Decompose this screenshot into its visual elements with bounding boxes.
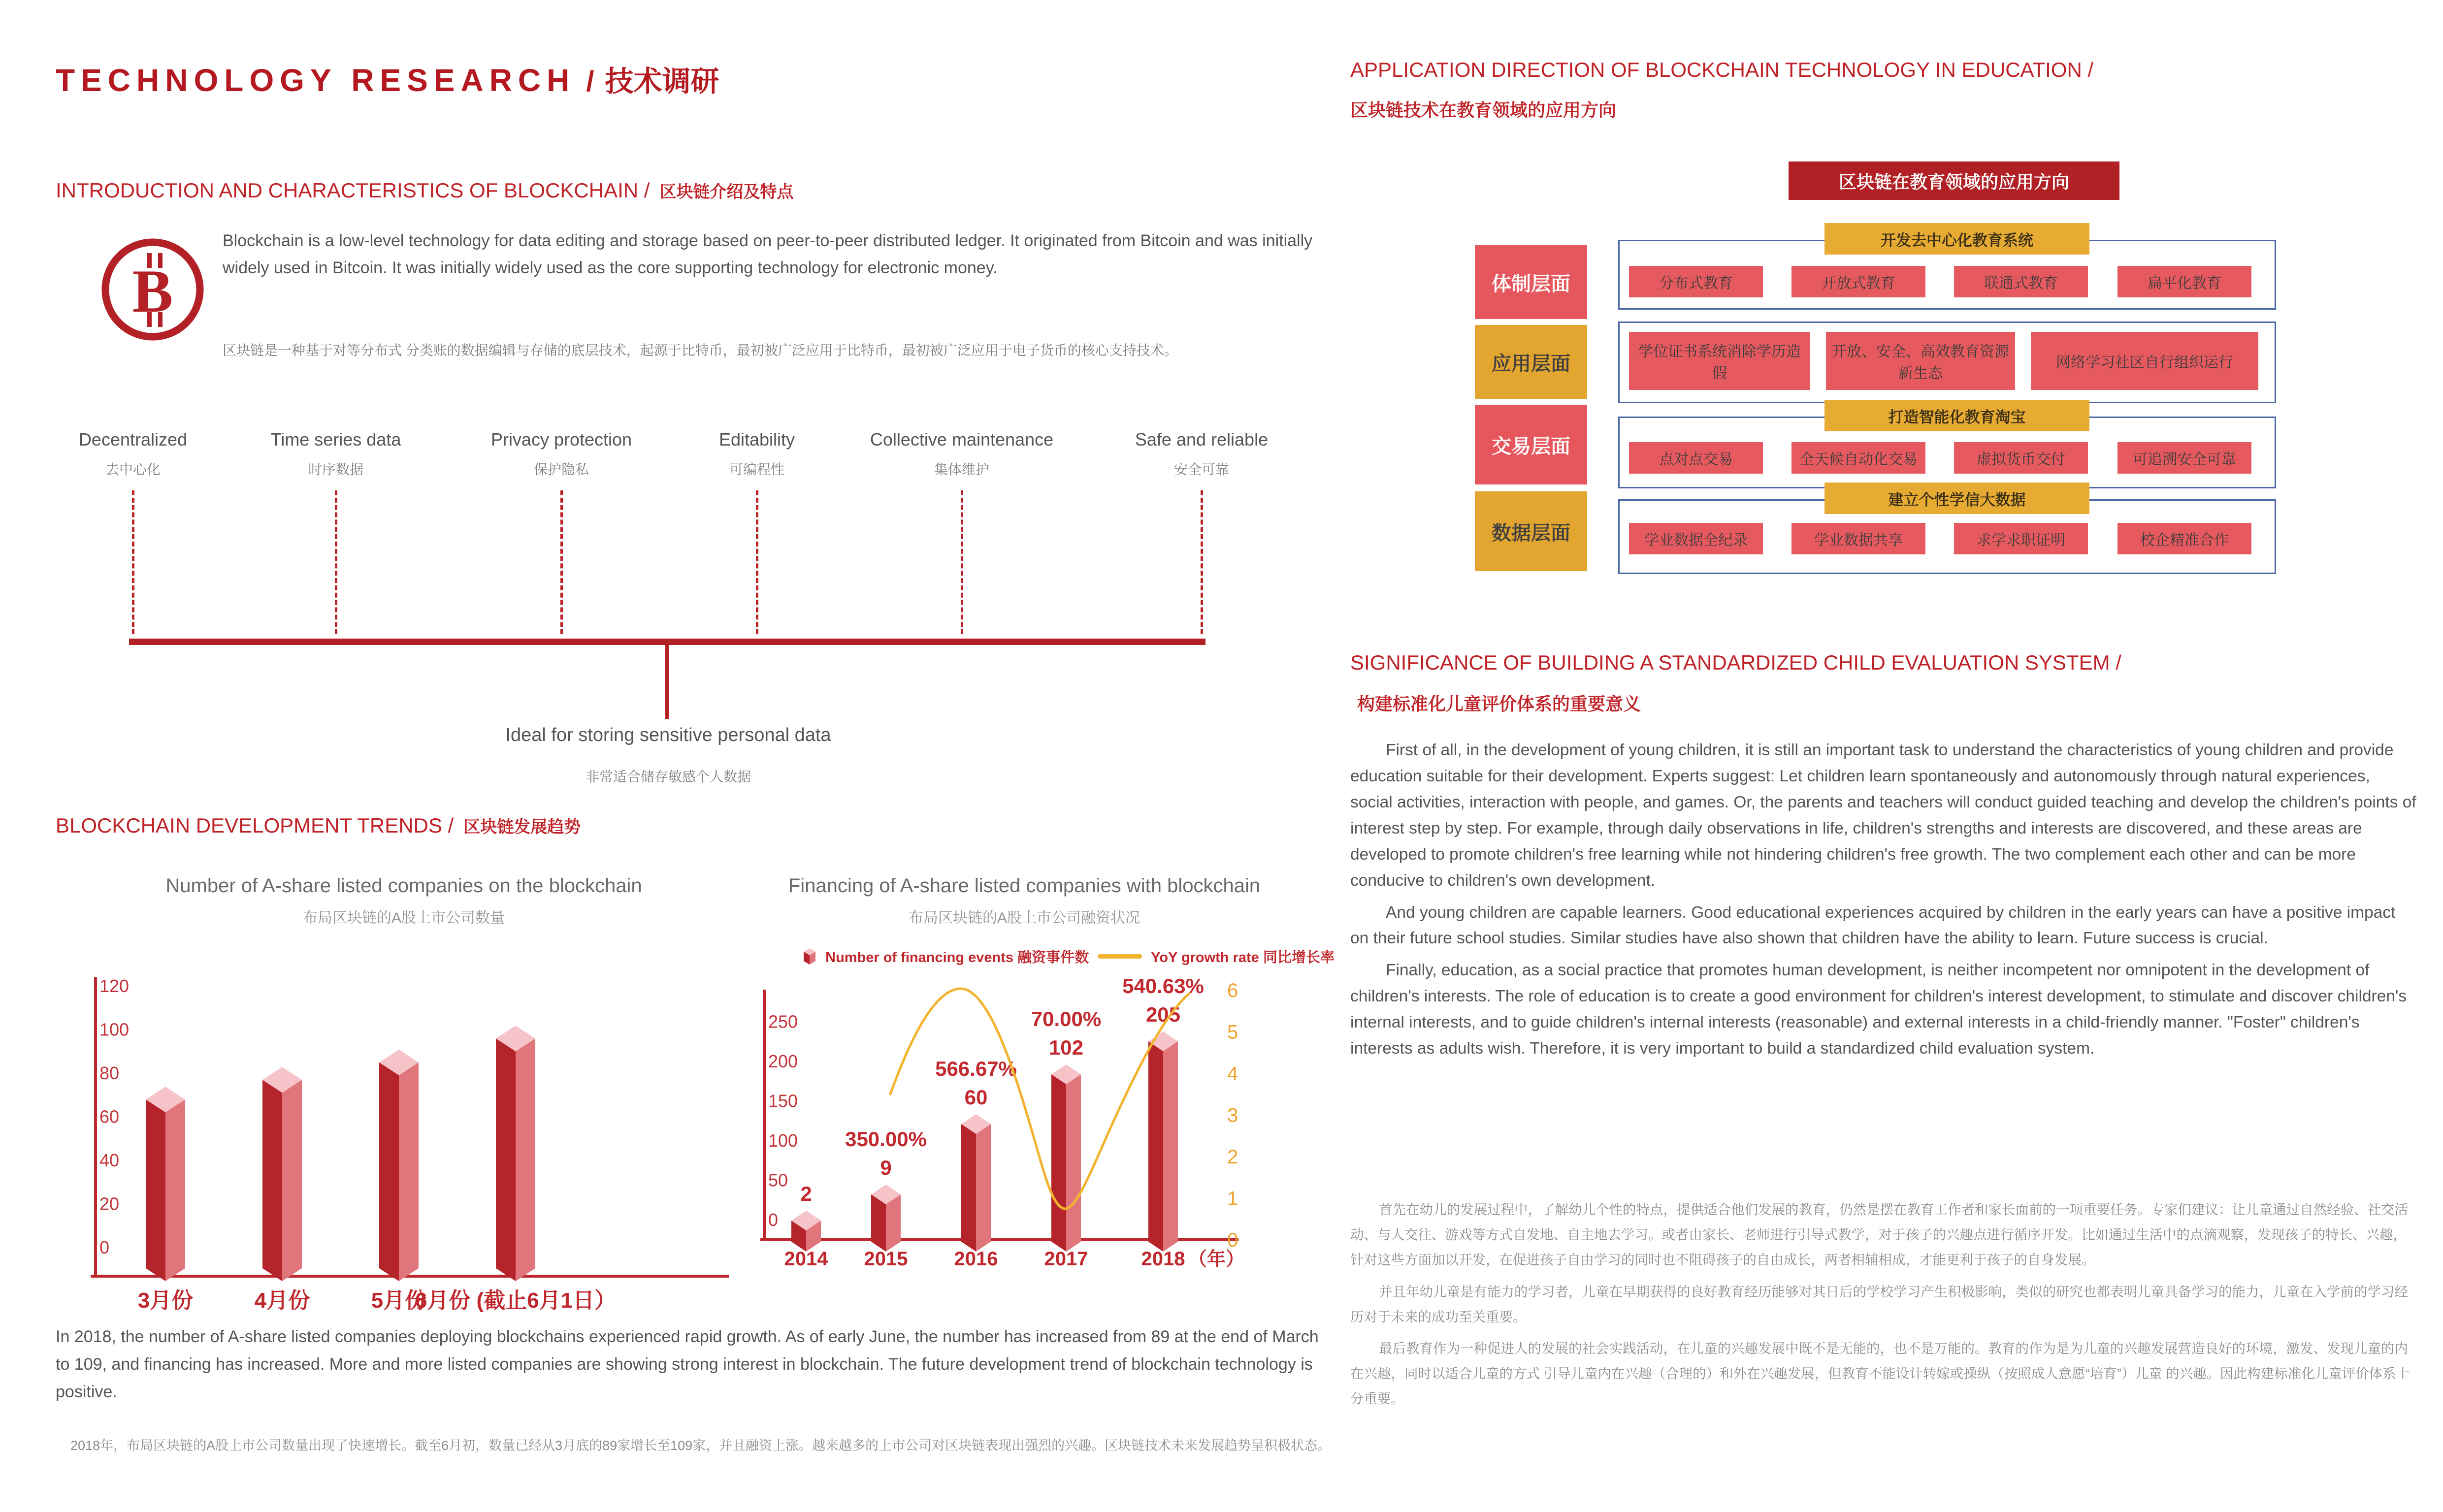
- feature-label-en: Editability: [718, 429, 795, 450]
- features-bracket-stem: [665, 645, 669, 719]
- diagram-item: 开放、安全、高效教育资源新生态: [1826, 332, 2015, 390]
- svg-text:205: 205: [1145, 1003, 1181, 1026]
- paragraph: First of all, in the development of young children, it is still an important task to understand the characteristics of young children and provide education suitable for their development. Experts suggest: Let children learn spontaneously and autonomously through natural experiences, social activities, interaction with people, and games. Or, the parents and teachers will conduct guided teaching and develop the children's points of interest step by step. For example, through daily observations in life, children's strengths and interests are discovered, and these areas are developed to promote children's free learning while not hindering children's free growth. The two complement each other and can be more conducive to children's own development.: [1350, 741, 2416, 890]
- blockchain-features-diagram: [0, 429, 1349, 735]
- svg-text:3: 3: [1227, 1104, 1238, 1126]
- trend-paragraph-zh: 2018年，布局区块链的A股上市公司数量出现了快速增长。截至6月初，数量已经从3月底的89家增长至109家，并且融资上涨。越来越多的上市公司对区块链表现出强烈的兴趣。区块链技术未来发展趋势呈积极状态。: [70, 1438, 1331, 1453]
- feature-label-zh: 去中心化: [105, 462, 161, 477]
- feature-label-en: Collective maintenance: [870, 429, 1054, 450]
- paragraph: Finally, education, as a social practice that promotes human development, is neither incompetent nor omnipotent in the development of children's interests. The role of education is to create a good environment for children's interest development, to stimulate and discover children's internal interests, and to guide children's internal interests (reasonable) and external interests in a child-friendly manner. "Foster" children's interests as adults wish. Therefore, it is very important to build a standardized child evaluation system.: [1350, 961, 2407, 1058]
- diagram-item: 学位证书系统消除学历造假: [1629, 332, 1810, 390]
- diagram-item: 扁平化教育: [2117, 266, 2251, 297]
- feature-column: [863, 429, 1060, 634]
- significance-paragraphs-zh: [1350, 1197, 2419, 1418]
- significance-heading-zh: 构建标准化儿童评价体系的重要意义: [1357, 694, 1641, 714]
- svg-text:2: 2: [1227, 1146, 1238, 1168]
- significance-paragraphs-en: [1350, 738, 2416, 1068]
- svg-text:120: 120: [99, 976, 130, 996]
- page-title-zh: 技术调研: [605, 65, 719, 97]
- diagram-layer-label: 交易层面: [1475, 405, 1587, 484]
- application-heading-zh: 区块链技术在教育领域的应用方向: [1350, 100, 1617, 120]
- feature-column: [34, 429, 231, 634]
- diagram-item: 可追溯安全可靠: [2117, 442, 2251, 474]
- svg-text:1: 1: [1227, 1188, 1238, 1210]
- svg-text:2017: 2017: [1044, 1248, 1088, 1270]
- svg-text:0: 0: [768, 1210, 779, 1230]
- paragraph: And young children are capable learners. Good educational experiences acquired by children in the early years can have a positive impact on their future school studies. Similar studies have also shown that children have the ability to learn. Future success is crucial.: [1350, 903, 2396, 948]
- feature-column: [237, 429, 434, 634]
- svg-text:布局区块链的A股上市公司融资状况: 布局区块链的A股上市公司融资状况: [908, 910, 1140, 926]
- feature-dashed-line-icon: [132, 490, 134, 634]
- svg-text:6: 6: [1227, 980, 1238, 1001]
- svg-text:B: B: [132, 257, 173, 325]
- diagram-item: 学业数据全纪录: [1629, 523, 1763, 554]
- bitcoin-icon: [98, 234, 208, 345]
- feature-dashed-line-icon: [756, 490, 758, 634]
- svg-text:20: 20: [99, 1193, 120, 1214]
- diagram-item: 全天候自动化交易: [1792, 442, 1925, 474]
- diagram-layer-label: 体制层面: [1475, 245, 1587, 319]
- intro-heading-zh: 区块链介绍及特点: [659, 183, 794, 201]
- diagram-item: 网络学习社区自行组织运行: [2031, 332, 2258, 390]
- paragraph: 最后教育作为一种促进人的发展的社会实践活动，在儿童的兴趣发展中既不是无能的，也不是万能的。教育的作为是为儿童的兴趣发展营造良好的环境，激发、发现儿童的内在兴趣，同时以适合儿童的方式 引导儿童内在兴趣（合理的）和外在兴趣发展，但教育不能设计转嫁或操纵（按照成人意愿“培育”）儿童 的兴趣。因此构建标准化儿童评价体系十分重要。: [1350, 1341, 2410, 1407]
- feature-label-en: Safe and reliable: [1135, 429, 1269, 450]
- feature-label-en: Privacy protection: [490, 429, 632, 450]
- intro-paragraph-en: Blockchain is a low-level technology for data editing and storage based on peer-to-peer distributed ledger. It originated from Bitcoin and was initially widely used in Bitcoin. It was initially widely used as the core supporting technology for electronic money.: [223, 231, 1313, 278]
- feature-label-zh: 安全可靠: [1173, 462, 1229, 477]
- trends-section-heading: [56, 813, 581, 837]
- svg-text:70.00%: 70.00%: [1031, 1007, 1102, 1030]
- legend-yoy-growth-label: YoY growth rate 同比增长率: [1151, 950, 1335, 965]
- trends-heading-zh: 区块链发展趋势: [463, 818, 581, 836]
- significance-heading-en: SIGNIFICANCE OF BUILDING A STANDARDIZED CHILD EVALUATION SYSTEM /: [1350, 651, 2121, 674]
- features-conclusion-en: Ideal for storing sensitive personal data: [505, 725, 831, 745]
- feature-label-zh: 集体维护: [934, 462, 989, 477]
- diagram-item: 分布式教育: [1629, 266, 1763, 297]
- feature-dashed-line-icon: [335, 490, 337, 634]
- svg-text:6月份 (截止6月1日）: 6月份 (截止6月1日）: [415, 1288, 617, 1313]
- diagram-item: 求学求职证明: [1954, 523, 2088, 554]
- svg-text:350.00%: 350.00%: [845, 1127, 927, 1151]
- diagram-layer-label: 数据层面: [1475, 491, 1587, 571]
- svg-text:80: 80: [99, 1063, 120, 1083]
- svg-text:（年）: （年）: [1188, 1249, 1245, 1270]
- feature-label-zh: 可编程性: [729, 462, 784, 477]
- intro-paragraph-zh: 区块链是一种基于对等分布式 分类账的数据编辑与存储的底层技术，起源于比特币，最初被广泛应用于比特币，最初被广泛应用于电子货币的核心支持技术。: [223, 343, 1178, 358]
- svg-text:2015: 2015: [864, 1248, 908, 1270]
- feature-column: [1103, 429, 1300, 634]
- feature-label-en: Time series data: [270, 429, 401, 450]
- paragraph: 首先在幼儿的发展过程中，了解幼儿个性的特点，提供适合他们发展的教育，仍然是摆在教育工作者和家长面前的一项重要任务。专家们建议：让儿童通过自然经验、社交活动、与人交往、游戏等方式自发地、自主地去学习。或者由家长、老师进行引导式教学，对于孩子的兴趣点进行循序开发。比如通过生活中的点滴观察，发现孩子的特长、兴趣，针对这些方面加以开发，在促进孩子自由学习的同时也不阻碍孩子的自由成长，两者相辅相成，才能更利于孩子的自身发展。: [1350, 1202, 2408, 1267]
- application-heading-en: APPLICATION DIRECTION OF BLOCKCHAIN TECHNOLOGY IN EDUCATION /: [1350, 58, 2094, 81]
- intro-heading-en: INTRODUCTION AND CHARACTERISTICS OF BLOCKCHAIN /: [56, 179, 650, 202]
- diagram-row-header: 开发去中心化教育系统: [1824, 223, 2089, 255]
- features-bracket-bar: [129, 639, 1205, 645]
- diagram-item: 联通式教育: [1954, 266, 2088, 297]
- svg-text:4: 4: [1227, 1063, 1238, 1085]
- svg-text:Financing of A-share listed co: Financing of A-share listed companies with blockchain: [788, 875, 1261, 897]
- diagram-item: 虚拟货币交付: [1954, 442, 2088, 474]
- svg-text:0: 0: [99, 1237, 110, 1257]
- svg-text:200: 200: [768, 1051, 798, 1071]
- diagram-layer-label: 应用层面: [1475, 325, 1587, 399]
- diagram-item: 学业数据共享: [1792, 523, 1925, 554]
- diagram-item: 点对点交易: [1629, 442, 1763, 474]
- svg-text:5: 5: [1227, 1021, 1238, 1043]
- feature-column: [463, 429, 660, 634]
- svg-text:40: 40: [99, 1150, 120, 1170]
- feature-dashed-line-icon: [560, 490, 563, 634]
- svg-text:100: 100: [768, 1130, 798, 1151]
- feature-dashed-line-icon: [961, 490, 963, 634]
- listed-companies-bar-chart: [59, 867, 758, 1315]
- svg-text:540.63%: 540.63%: [1122, 974, 1204, 997]
- svg-text:150: 150: [768, 1091, 798, 1111]
- feature-column: [658, 429, 855, 634]
- feature-label-zh: 保护隐私: [533, 462, 589, 477]
- trends-heading-en: BLOCKCHAIN DEVELOPMENT TRENDS /: [56, 814, 454, 837]
- svg-text:2018: 2018: [1141, 1248, 1185, 1270]
- svg-text:2016: 2016: [954, 1248, 998, 1270]
- diagram-row-header: 打造智能化教育淘宝: [1824, 400, 2089, 431]
- svg-text:布局区块链的A股上市公司数量: 布局区块链的A股上市公司数量: [302, 910, 505, 926]
- svg-text:9: 9: [880, 1156, 892, 1179]
- page-title: [56, 58, 719, 99]
- diagram-banner: 区块链在教育领域的应用方向: [1789, 161, 2119, 200]
- svg-text:Number of A-share listed compa: Number of A-share listed companies on the blockchain: [165, 875, 642, 897]
- svg-text:60: 60: [964, 1086, 988, 1109]
- feature-label-en: Decentralized: [78, 429, 188, 450]
- paragraph: 并且年幼儿童是有能力的学习者，儿童在早期获得的良好教育经历能够对其日后的学校学习产生积极影响，类似的研究也都表明儿童具备学习的能力，儿童在入学前的学习经历对于未来的成功至关重要。: [1350, 1284, 2408, 1324]
- trend-paragraph-en: In 2018, the number of A-share listed companies deploying blockchains experienced rapid growth. As of early June, the number has increased from 89 at the end of March to 109, and financing has increased. More and more listed companies are showing strong interest in blockchain. The future development trend of blockchain technology is positive.: [56, 1327, 1319, 1401]
- feature-label-zh: 时序数据: [308, 462, 363, 477]
- svg-text:566.67%: 566.67%: [935, 1057, 1017, 1080]
- svg-text:250: 250: [768, 1011, 798, 1032]
- svg-text:102: 102: [1048, 1036, 1084, 1059]
- diagram-row-header: 建立个性学信大数据: [1824, 483, 2089, 514]
- svg-text:3月份: 3月份: [137, 1288, 194, 1313]
- page-title-en: TECHNOLOGY RESEARCH: [56, 63, 576, 98]
- feature-dashed-line-icon: [1201, 490, 1203, 634]
- svg-text:50: 50: [768, 1170, 788, 1190]
- intro-section-heading: [56, 178, 793, 202]
- svg-text:2: 2: [800, 1182, 812, 1205]
- financing-combo-chart: [758, 867, 1374, 1319]
- diagram-item: 校企精准合作: [2117, 523, 2251, 554]
- svg-text:5月份: 5月份: [371, 1288, 427, 1313]
- svg-text:4月份: 4月份: [254, 1288, 310, 1313]
- diagram-item: 开放式教育: [1792, 266, 1925, 297]
- svg-text:2014: 2014: [784, 1248, 828, 1270]
- svg-text:0: 0: [1227, 1229, 1238, 1251]
- svg-text:100: 100: [99, 1019, 130, 1040]
- features-conclusion-zh: 非常适合储存敏感个人数据: [585, 769, 751, 784]
- legend-financing-events-label: Number of financing events 融资事件数: [825, 950, 1089, 965]
- page-title-separator: /: [586, 65, 594, 97]
- svg-text:60: 60: [99, 1106, 120, 1127]
